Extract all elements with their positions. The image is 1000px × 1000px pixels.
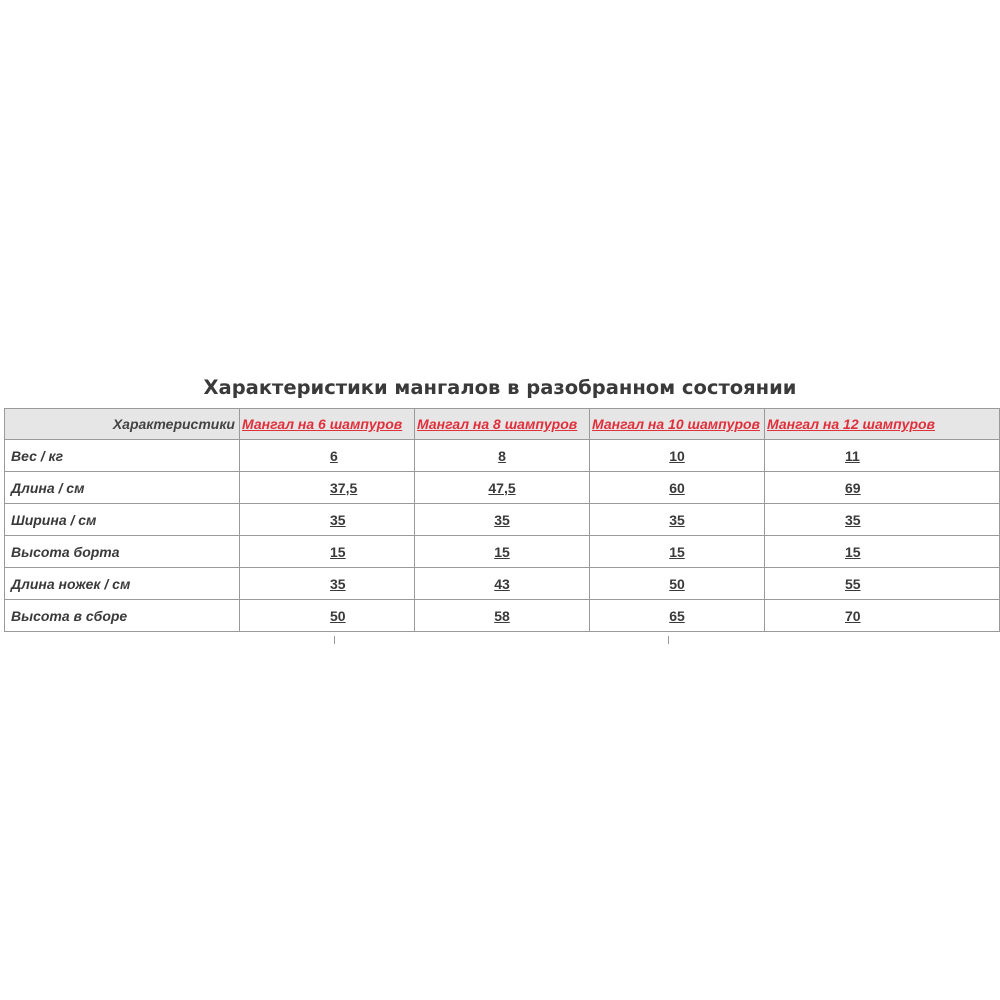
table-cell — [240, 504, 415, 536]
table-cell — [765, 536, 1000, 568]
header-model-10 — [590, 409, 765, 440]
cell-tick-mark — [334, 636, 335, 644]
table-row — [5, 536, 1000, 568]
cell-value[interactable]: 50 — [330, 607, 346, 624]
table-cell — [415, 600, 590, 632]
model-link-12[interactable]: Мангал на 12 шампуров — [767, 416, 935, 432]
table-cell — [590, 504, 765, 536]
table-cell — [590, 568, 765, 600]
table-cell — [590, 536, 765, 568]
table-row — [5, 504, 1000, 536]
table-cell — [765, 504, 1000, 536]
table-cell — [240, 536, 415, 568]
table-cell — [590, 472, 765, 504]
table-cell — [415, 568, 590, 600]
table-cell — [765, 472, 1000, 504]
cell-value[interactable]: 37,5 — [330, 479, 358, 496]
table-cell — [765, 568, 1000, 600]
table-cell — [415, 504, 590, 536]
page-title: Характеристики мангалов в разобранном состоянии — [203, 376, 797, 399]
header-model-12 — [765, 409, 1000, 440]
table-cell — [415, 440, 590, 472]
table-cell — [240, 472, 415, 504]
cell-value[interactable]: 69 — [845, 479, 861, 496]
cell-value[interactable]: 60 — [669, 479, 685, 496]
cell-value[interactable]: 10 — [669, 447, 685, 464]
table-cell — [590, 440, 765, 472]
cell-value[interactable]: 6 — [330, 447, 338, 464]
header-model-6 — [240, 409, 415, 440]
cell-value[interactable]: 35 — [330, 511, 346, 528]
cell-value[interactable]: 8 — [498, 447, 506, 464]
table-cell — [590, 600, 765, 632]
cell-value[interactable]: 35 — [330, 575, 346, 592]
model-link-8[interactable]: Мангал на 8 шампуров — [417, 416, 578, 432]
table-row — [5, 600, 1000, 632]
cell-value[interactable]: 35 — [845, 511, 861, 528]
cell-value[interactable]: 65 — [669, 607, 685, 624]
cell-value[interactable]: 50 — [669, 575, 685, 592]
table-cell — [765, 440, 1000, 472]
row-label: Длина / см — [5, 472, 240, 504]
table-row — [5, 568, 1000, 600]
table-cell — [240, 440, 415, 472]
cell-value[interactable]: 35 — [494, 511, 510, 528]
model-link-6[interactable]: Мангал на 6 шампуров — [242, 416, 403, 432]
table-row — [5, 440, 1000, 472]
table-row — [5, 472, 1000, 504]
table-cell — [240, 568, 415, 600]
row-label: Высота борта — [5, 536, 240, 568]
cell-value[interactable]: 70 — [845, 607, 861, 624]
table-cell — [415, 472, 590, 504]
row-label: Высота в сборе — [5, 600, 240, 632]
cell-tick-mark — [668, 636, 669, 644]
table-header-row — [5, 409, 1000, 440]
row-label: Ширина / см — [5, 504, 240, 536]
cell-value[interactable]: 15 — [669, 543, 685, 560]
cell-value[interactable]: 11 — [845, 447, 860, 464]
header-characteristics: Характеристики — [5, 409, 240, 440]
table-cell — [765, 600, 1000, 632]
cell-value[interactable]: 43 — [494, 575, 510, 592]
cell-value[interactable]: 35 — [669, 511, 685, 528]
cell-value[interactable]: 15 — [845, 543, 861, 560]
header-model-8 — [415, 409, 590, 440]
specs-table — [4, 408, 1000, 632]
cell-value[interactable]: 58 — [494, 607, 510, 624]
table-cell — [415, 536, 590, 568]
cell-value[interactable]: 55 — [845, 575, 861, 592]
cell-value[interactable]: 15 — [330, 543, 346, 560]
model-link-10[interactable]: Мангал на 10 шампуров — [592, 416, 760, 432]
cell-value[interactable]: 15 — [494, 543, 510, 560]
cell-value[interactable]: 47,5 — [488, 479, 516, 496]
table-cell — [240, 600, 415, 632]
row-label: Вес / кг — [5, 440, 240, 472]
row-label: Длина ножек / см — [5, 568, 240, 600]
